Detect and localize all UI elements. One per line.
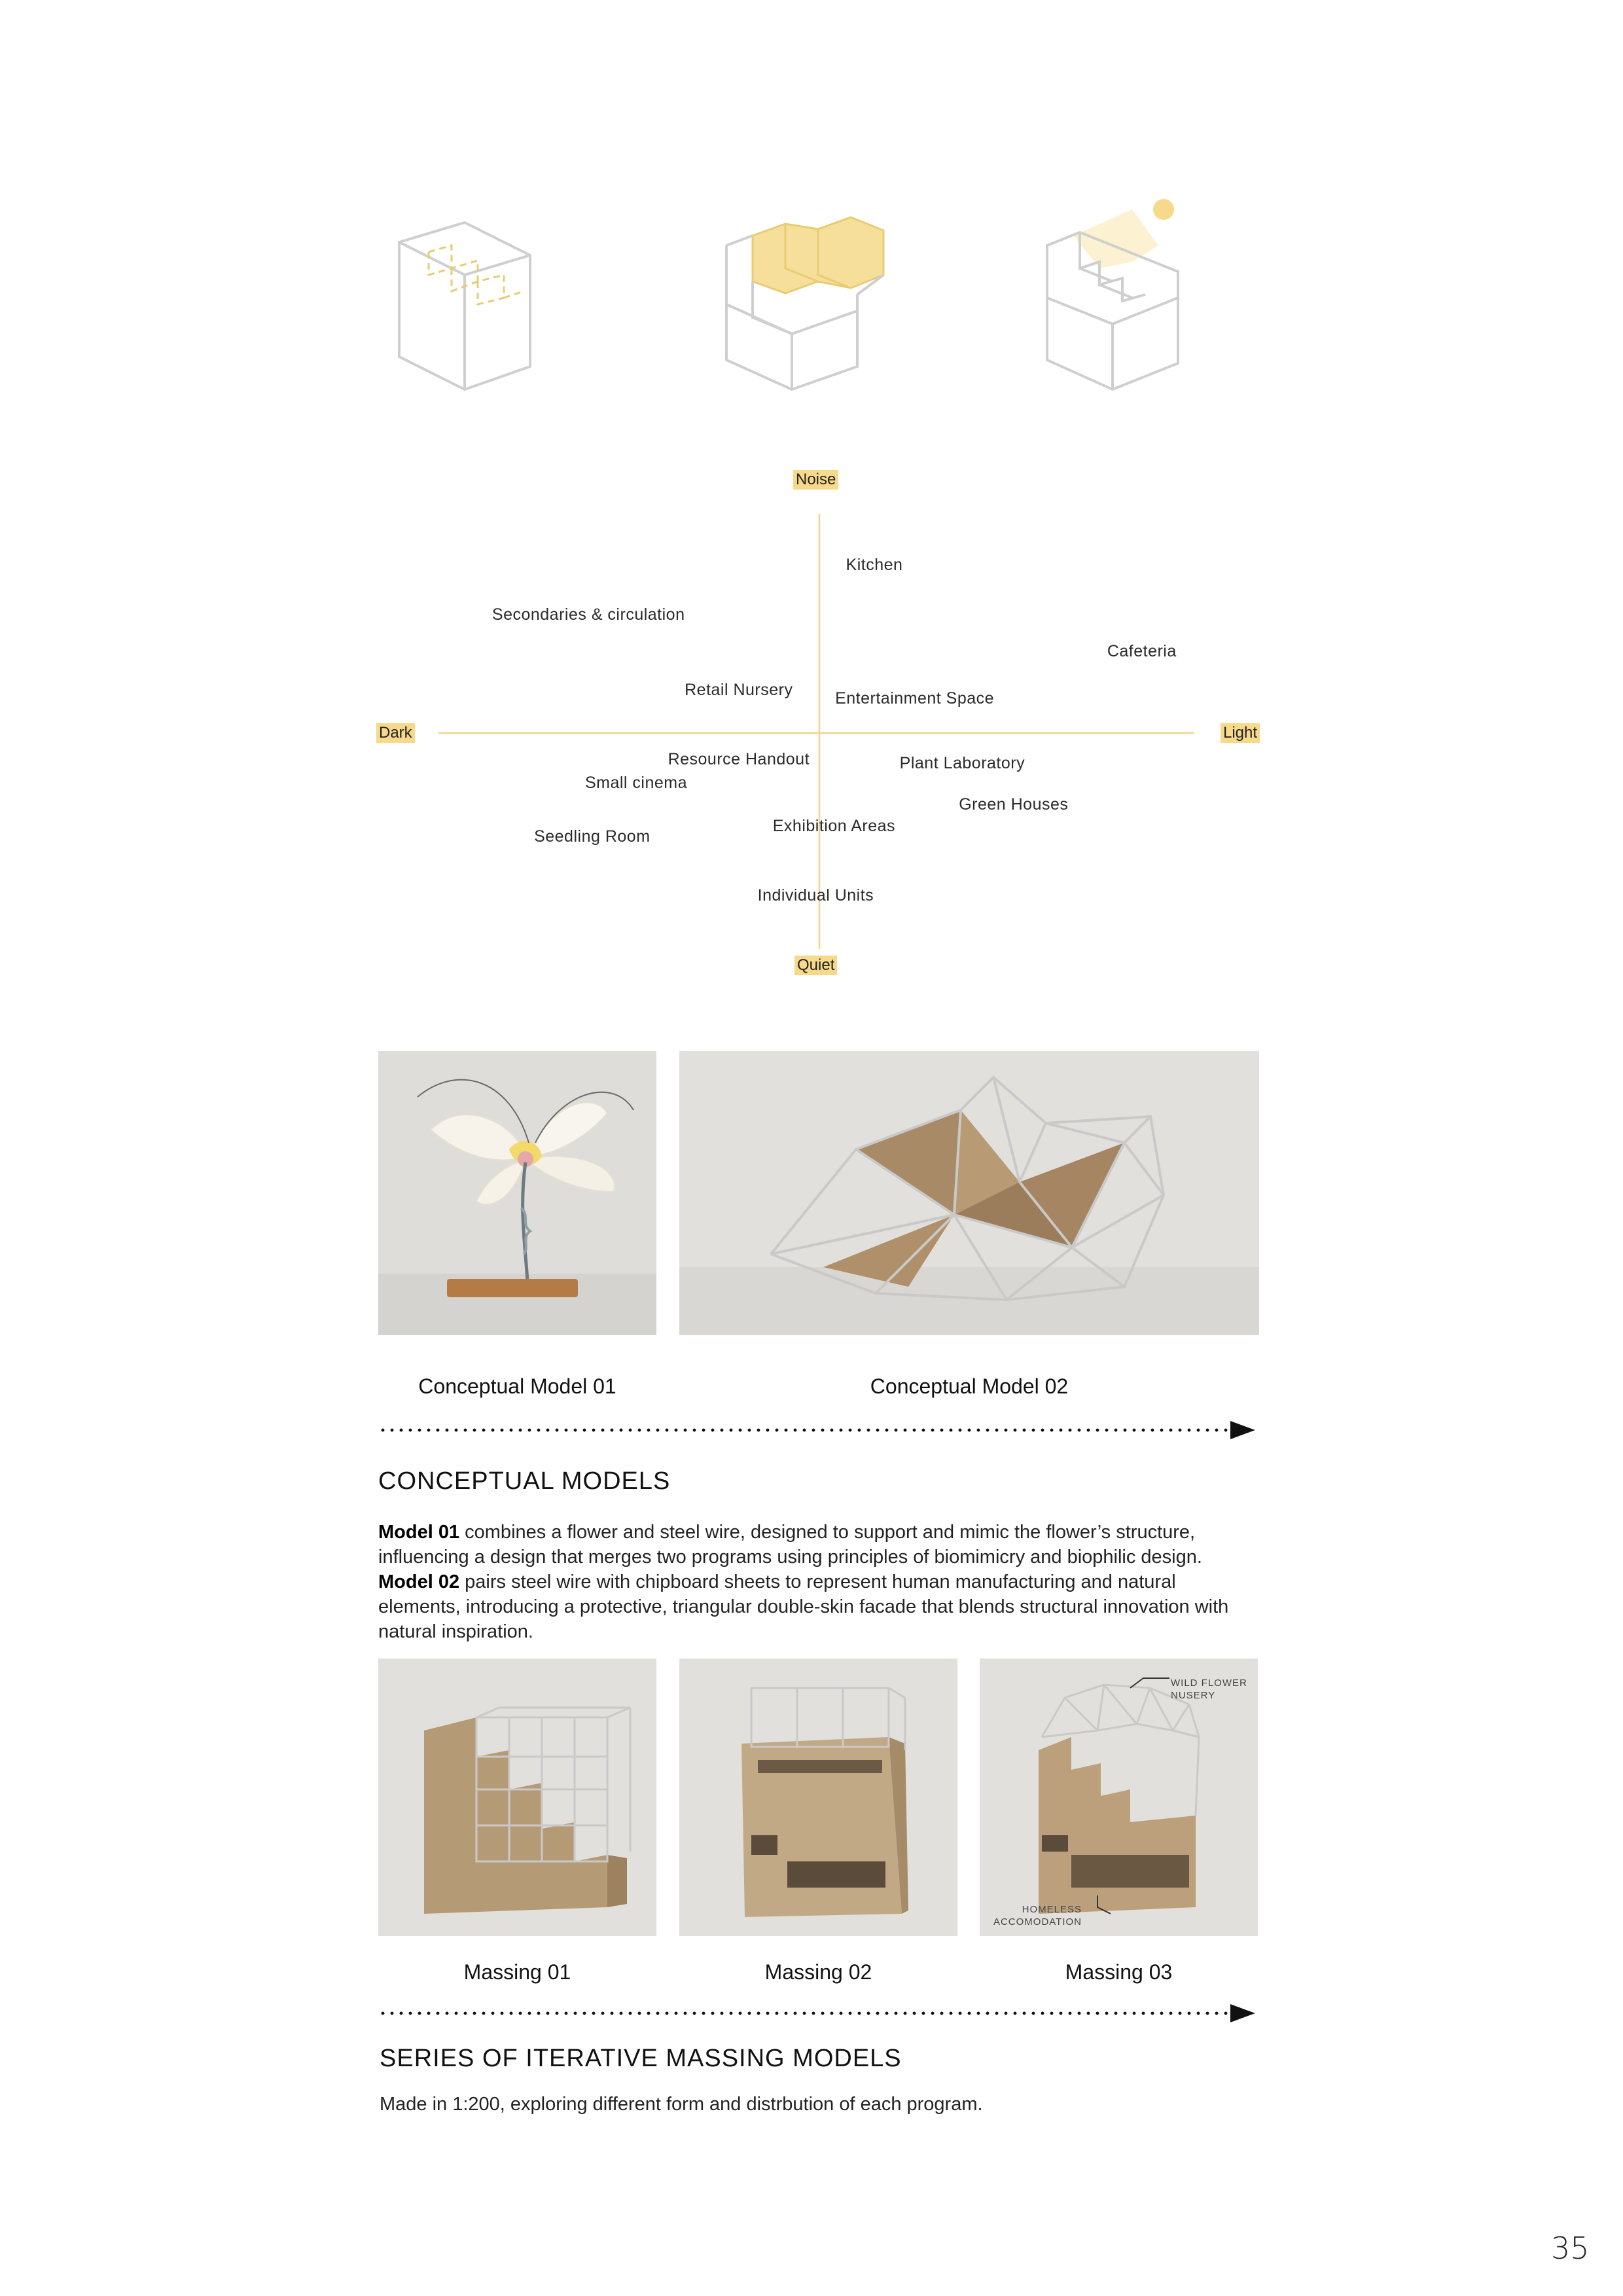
arrow-right-icon bbox=[1230, 2004, 1255, 2022]
massing-01-model-icon bbox=[378, 1659, 656, 1936]
model-01-bold: Model 01 bbox=[378, 1522, 460, 1543]
massing-models-description: Made in 1:200, exploring different form and distrbution of each program. bbox=[380, 2094, 983, 2115]
conceptual-model-02-caption: Conceptual Model 02 bbox=[870, 1374, 1069, 1398]
conceptual-models-description bbox=[378, 1520, 1255, 1644]
conceptual-models-title: CONCEPTUAL MODELS bbox=[378, 1467, 671, 1495]
massing-02-caption: Massing 02 bbox=[764, 1960, 872, 1984]
axis-label-quiet: Quiet bbox=[794, 956, 837, 975]
massing-01-caption: Massing 01 bbox=[463, 1960, 571, 1984]
program-label: Cafeteria bbox=[1107, 641, 1177, 660]
massing-03-caption: Massing 03 bbox=[1065, 1960, 1173, 1984]
program-label: Seedling Room bbox=[534, 827, 651, 846]
conceptual-model-01-caption: Conceptual Model 01 bbox=[418, 1374, 616, 1398]
axis-label-noise: Noise bbox=[793, 470, 838, 490]
annotation-homeless-accommodation bbox=[990, 1903, 1082, 1928]
program-label: Retail Nursery bbox=[685, 681, 793, 699]
program-label: Individual Units bbox=[757, 886, 874, 905]
wire-chipboard-model-icon bbox=[679, 1051, 1259, 1335]
page-number: 35 bbox=[1551, 2231, 1590, 2266]
massing-02-model-icon bbox=[679, 1659, 957, 1936]
program-label: Secondaries & circulation bbox=[491, 605, 685, 624]
program-axis-diagram bbox=[366, 458, 1270, 995]
axis-label-light: Light bbox=[1221, 723, 1260, 743]
program-label: Resource Handout bbox=[668, 749, 810, 768]
model-02-bold: Model 02 bbox=[378, 1571, 460, 1592]
timeline-dotted-line-1 bbox=[378, 1428, 1229, 1432]
arrow-right-icon bbox=[1230, 1421, 1255, 1439]
cube-yellow-blocks-icon bbox=[726, 217, 883, 389]
annotation-accommodation-line2: ACCOMODATION bbox=[993, 1916, 1082, 1928]
annotation-wild-flower-line1: WILD FLOWER bbox=[1171, 1677, 1247, 1689]
model-01-text: combines a flower and steel wire, designed to support and mimic the flower’s structure, influencing a design that merges two programs using principles of biomimicry and biophilic design. bbox=[378, 1522, 1202, 1568]
program-label: Small cinema bbox=[584, 773, 688, 792]
program-label: Plant Laboratory bbox=[899, 754, 1026, 773]
axis-label-dark: Dark bbox=[376, 723, 415, 743]
massing-03-photo bbox=[980, 1659, 1258, 1936]
annotation-wild-flower-nursery bbox=[1171, 1677, 1247, 1702]
cube-diagrams bbox=[366, 183, 1270, 406]
massing-02-photo bbox=[679, 1659, 957, 1936]
timeline-dotted-line-2 bbox=[378, 2011, 1229, 2015]
conceptual-model-02-photo bbox=[679, 1051, 1259, 1335]
program-label: Entertainment Space bbox=[835, 689, 995, 708]
axis-lines bbox=[366, 458, 1270, 995]
cube-dashed-stairs-icon bbox=[399, 223, 530, 389]
program-label: Exhibition Areas bbox=[772, 816, 896, 835]
cube-sunlight-icon bbox=[1047, 199, 1178, 389]
flower-model-icon bbox=[378, 1051, 656, 1335]
annotation-nursery-line2: NUSERY bbox=[1171, 1690, 1216, 1701]
model-02-text: pairs steel wire with chipboard sheets to represent human manufacturing and natural elements, introducing a protective, triangular double-skin facade that blends structural innovation with natural inspiration. bbox=[378, 1571, 1229, 1642]
annotation-homeless-line1: HOMELESS bbox=[1022, 1904, 1082, 1915]
program-label: Kitchen bbox=[846, 555, 903, 574]
massing-01-photo bbox=[378, 1659, 656, 1936]
program-label: Green Houses bbox=[959, 795, 1069, 814]
massing-models-title: SERIES OF ITERATIVE MASSING MODELS bbox=[380, 2045, 902, 2072]
conceptual-model-01-photo bbox=[378, 1051, 656, 1335]
